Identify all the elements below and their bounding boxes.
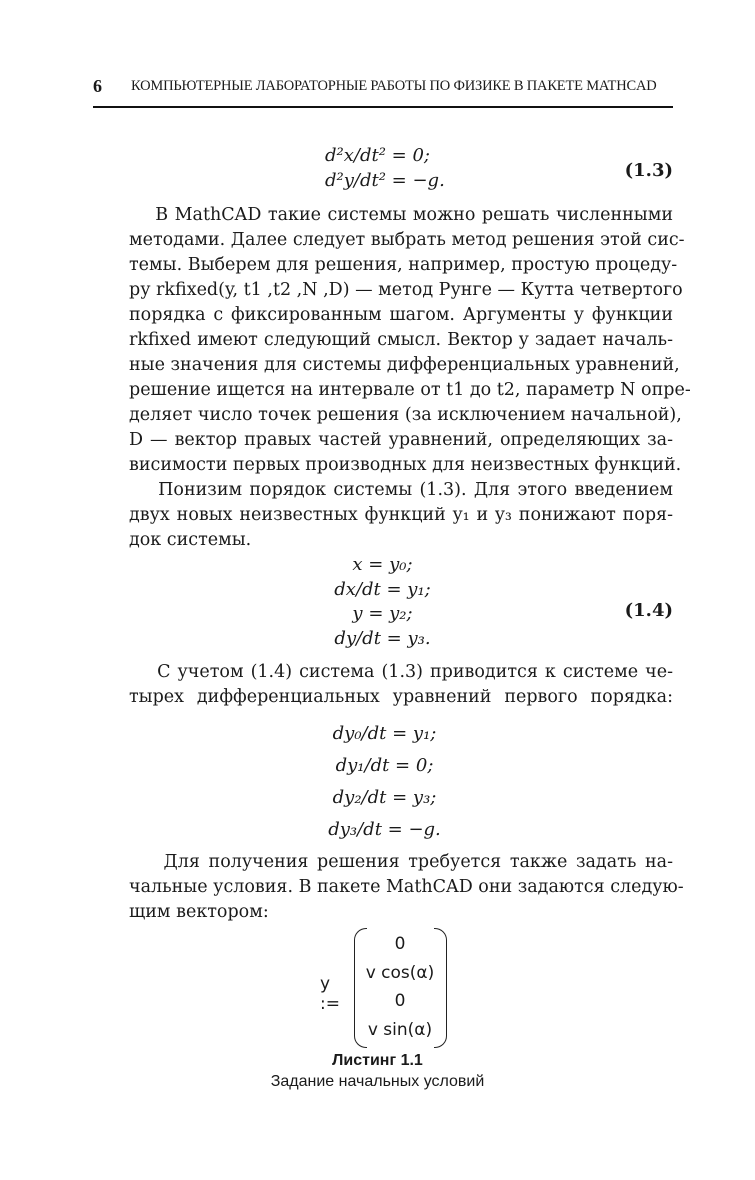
text-line: В MathCAD такие системы можно решать численными bbox=[129, 205, 673, 225]
header-rule bbox=[93, 106, 673, 108]
equation-line: dx/dt = y₁; bbox=[334, 578, 431, 600]
text-line: rkfixed имеют следующий смысл. Вектор y задает началь- bbox=[129, 330, 673, 350]
text-line: ру rkfixed(y, t1 ,t2 ,N ,D) — метод Рунге — Кутта четвертого bbox=[129, 280, 683, 300]
equation-line: dy₁/dt = 0; bbox=[335, 755, 434, 776]
paragraph-1 bbox=[129, 203, 691, 478]
equation-number: (1.3) bbox=[624, 160, 673, 181]
right-paren bbox=[434, 928, 447, 1048]
equation-number: (1.4) bbox=[624, 600, 673, 621]
vector-cell: v sin(α) bbox=[367, 1019, 433, 1040]
text-line: висимости первых производных для неизвестных функций. bbox=[129, 455, 682, 475]
equation-line: d²y/dt² = −g. bbox=[325, 170, 445, 191]
text-line: двух новых неизвестных функций y₁ и y₃ понижают поря- bbox=[129, 505, 673, 525]
equation-line: dy₀/dt = y₁; bbox=[332, 723, 437, 744]
paragraph-3 bbox=[129, 660, 673, 710]
equation-line: dy₂/dt = y₃; bbox=[332, 787, 437, 808]
paragraph-4 bbox=[129, 850, 684, 925]
equation-1-4 bbox=[320, 553, 445, 651]
text-line: порядка с фиксированным шагом. Аргументы у функции bbox=[129, 305, 673, 325]
equation-line: d²x/dt² = 0; bbox=[325, 145, 430, 166]
text-line: док системы. bbox=[129, 530, 252, 550]
equation-line: y = y₂; bbox=[352, 603, 413, 624]
page-number: 6 bbox=[93, 76, 102, 96]
vector-cell: 0 bbox=[394, 991, 406, 1011]
listing-caption: Задание начальных условий bbox=[270, 1073, 485, 1090]
vector-cells bbox=[364, 930, 436, 1044]
paragraph-2 bbox=[129, 478, 673, 553]
text-line: ные значения для системы дифференциальных уравнений, bbox=[129, 355, 680, 375]
text-line: методами. Далее следует выбрать метод решения этой сис- bbox=[129, 230, 685, 250]
text-line: Понизим порядок системы (1.3). Для этого введением bbox=[129, 480, 673, 500]
equation-line: dy₃/dt = −g. bbox=[328, 819, 441, 840]
text-line: С учетом (1.4) система (1.3) приводится к системе че- bbox=[129, 662, 673, 682]
text-line: D — вектор правых частей уравнений, определяющих за- bbox=[129, 430, 673, 450]
text-line: темы. Выберем для решения, например, простую процеду- bbox=[129, 255, 678, 275]
text-line: щим вектором: bbox=[129, 902, 269, 922]
text-line: чальные условия. В пакете MathCAD они задаются следую- bbox=[129, 877, 684, 897]
equation-line: dy/dt = y₃. bbox=[334, 627, 431, 649]
equation-line: x = y₀; bbox=[352, 554, 413, 575]
text-line: Для получения решения требуется также задать на- bbox=[129, 852, 673, 872]
text-line: тырех дифференциальных уравнений первого порядка: bbox=[129, 687, 673, 707]
vector-cell: v cos(α) bbox=[365, 962, 435, 983]
vector-cell: 0 bbox=[394, 934, 406, 954]
text-line: деляет число точек решения (за исключением начальной), bbox=[129, 405, 682, 425]
equation-1-3 bbox=[325, 143, 445, 193]
equation-system bbox=[322, 718, 447, 846]
text-line: решение ищется на интервале от t1 до t2, параметр N опре- bbox=[129, 380, 691, 400]
listing-title: Листинг 1.1 bbox=[332, 1052, 423, 1069]
running-title: КОМПЬЮТЕРНЫЕ ЛАБОРАТОРНЫЕ РАБОТЫ ПО ФИЗИКЕ В ПАКЕТЕ MATHCAD bbox=[131, 78, 657, 94]
vector-label: y := bbox=[320, 974, 340, 1014]
